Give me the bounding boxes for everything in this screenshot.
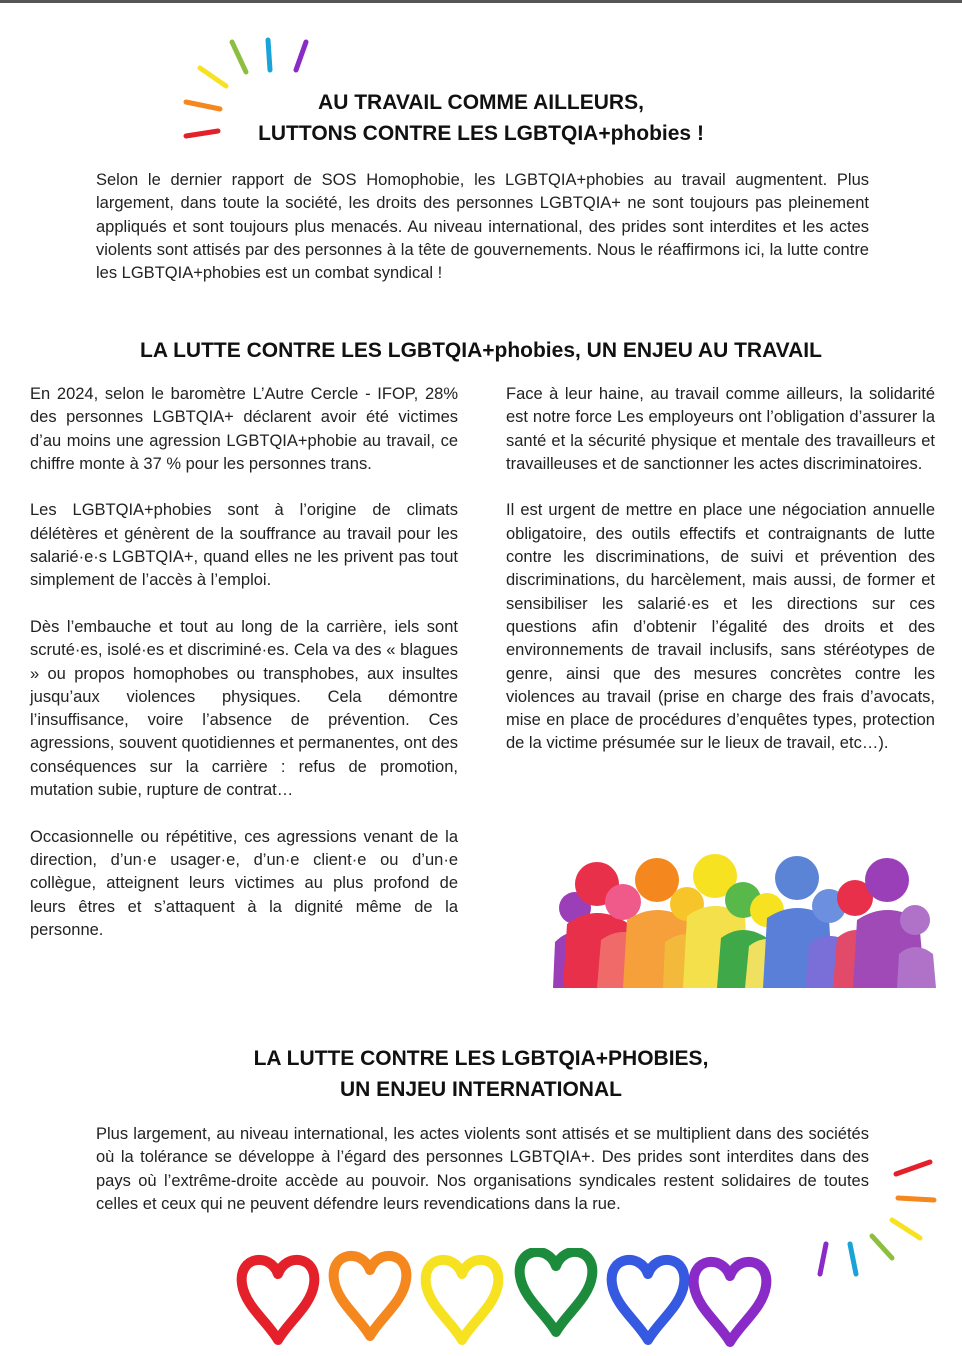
burst-ray-purple [820,1244,826,1274]
left-paragraph-4: Occasionnelle ou répétitive, ces agressions venant de la direction, d’un·e usager·e, d’un·e client·e ou d’un·e collègue, atteignent leurs victimes au plus profond de leurs êtres et s’attaquent à la dignité même de la personne. [30,827,458,939]
burst-ray-green [232,42,246,72]
left-paragraph-1: En 2024, selon le baromètre L’Autre Cercle - IFOP, 28% des personnes LGBTQIA+ déclarent avoir été victimes d’au moins une agression LGBTQIA+phobie au travail, ce chiffre monte à 37 % pour les personnes trans. [30,385,458,473]
burst-ray-yellow [200,68,226,86]
burst-ray-purple [296,42,306,70]
heart-red-icon [242,1260,315,1340]
rainbow-burst-icon [812,1156,962,1286]
burst-ray-blue [850,1244,856,1274]
section-international-title [0,1043,962,1105]
left-column [30,383,458,965]
rainbow-hearts [236,1248,776,1348]
right-paragraph-2: Il est urgent de mettre en place une négociation annuelle obligatoire, des outils effectifs et contraignants de lutte contre les discriminations, de suivi et prévention des discriminations, du harcèlement, mais aussi, de former et sensibiliser les salarié·es et les directions sur ces questions afin d’obtenir l’égalité des droits et des environnements de travail inclusifs, sans stéréotypes de genre, ainsi que des mesures concrètes contre les violences au travail (prise en charge des frais d’avocats, mise en place de procédures d’enquêtes types, protection de la victime présumée sur le lieux de travail, etc…). [506,501,935,753]
burst-ray-blue [268,40,270,70]
burst-ray-green [872,1236,892,1258]
section-international-title-line2: UN ENJEU INTERNATIONAL [340,1078,622,1101]
main-title-line1: AU TRAVAIL COMME AILLEURS, [318,91,644,114]
main-title-line2: LUTTONS CONTRE LES LGBTQIA+phobies ! [258,122,704,145]
international-paragraph: Plus largement, au niveau international, les actes violents sont attisés et se multiplient dans des sociétés où la tolérance se développe à l’égard des personnes LGBTQIA+. Des prides sont interdites dans des pays où l’extrême-droite accède au pouvoir. Nos organisations syndicales restent solidaires de toutes celles et ceux qui ne peuvent défendre leurs revendications dans la rue. [96,1125,869,1213]
heart-purple-icon [694,1262,767,1342]
rainbow-crowd-illustration [553,850,936,988]
burst-ray-red [896,1162,930,1174]
left-paragraph-2: Les LGBTQIA+phobies sont à l’origine de climats délétères et génèrent de la souffrance au travail pour les salarié·e·s LGBTQIA+, quand elles ne les privent pas tout simplement de l’accès à l’emploi. [30,501,458,590]
right-paragraph-1: Face à leur haine, au travail comme ailleurs, la solidarité est notre force Les employeurs ont l’obligation d’assurer la santé et la sécurité physique et mentale des travailleurs et travailleuses et de sanctionner les actes discriminatoires. [506,385,935,473]
top-border [0,0,962,3]
intro-paragraph: Selon le dernier rapport de SOS Homophobie, les LGBTQIA+phobies au travail augmentent. Plus largement, dans toute la société, les droits des personnes LGBTQIA+ ne sont toujours pas pleinement appliqués et sont toujours plus menacés. Au niveau international, des prides sont interdites et les actes violents sont attisés par des personnes à la tête de gouvernements. Nous le réaffirmons ici, la lutte contre les LGBTQIA+phobies est un combat syndical ! [96,171,869,283]
section-international-title-line1: LA LUTTE CONTRE LES LGBTQIA+PHOBIES, [253,1047,709,1070]
heart-yellow-icon [426,1260,499,1340]
main-title [0,87,962,149]
heart-blue-icon [612,1260,685,1340]
heart-green-icon [520,1252,593,1332]
heart-orange-icon [334,1256,407,1336]
right-column [506,383,935,779]
burst-ray-yellow [892,1220,920,1238]
burst-ray-orange [898,1198,934,1200]
left-paragraph-3: Dès l’embauche et tout au long de la carrière, iels sont scruté·es, isolé·es et discriminé·es. Cela va des « blagues » ou propos homophobes ou transphobes, aux insultes jusqu’aux violences physiques. Cela démontre l’insuffisance, voire l’absence de prévention. Ces agressions, souvent quotidiennes et permanentes, ont des conséquences sur la carrière : refus de promotion, mutation subie, rupture de contrat… [30,617,458,800]
section-work-title: LA LUTTE CONTRE LES LGBTQIA+phobies, UN ENJEU AU TRAVAIL [140,339,822,362]
